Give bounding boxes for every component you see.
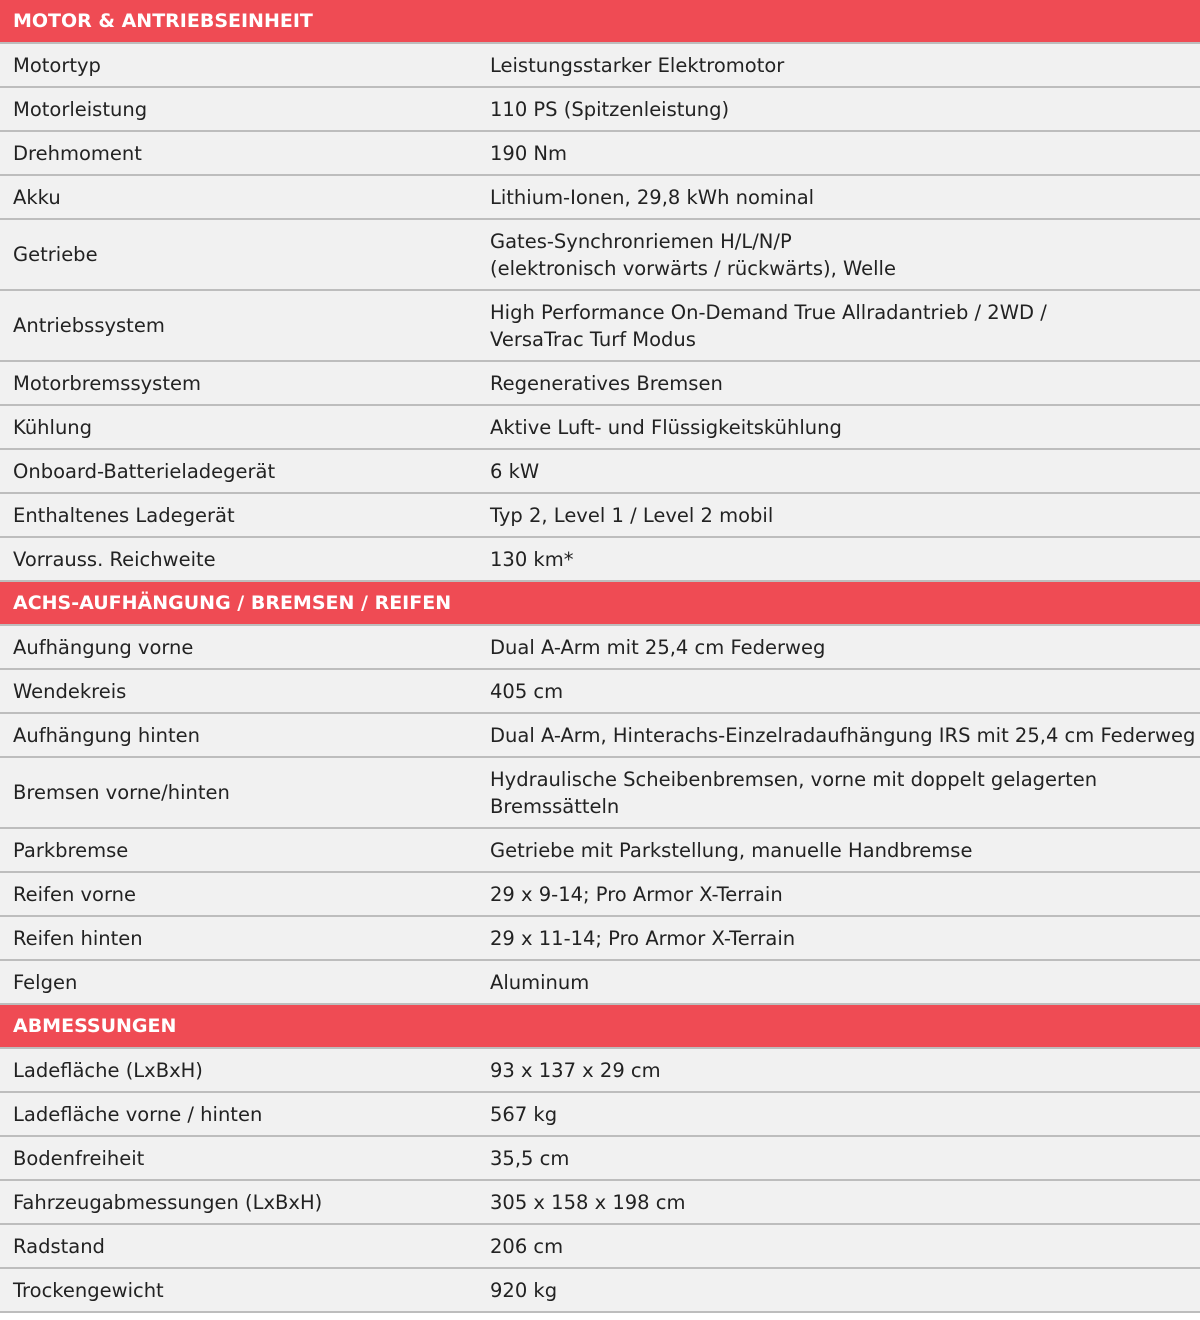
- spec-row: [0, 290, 1200, 361]
- spec-value: [478, 713, 1200, 757]
- spec-row: [0, 219, 1200, 290]
- spec-value: [478, 1224, 1200, 1268]
- spec-value: [478, 219, 1200, 290]
- spec-value: [478, 290, 1200, 361]
- spec-value: [478, 43, 1200, 87]
- spec-value-line: High Performance On-Demand True Allradantrieb / 2WD /: [490, 300, 1047, 324]
- spec-value-line: 93 x 137 x 29 cm: [490, 1058, 661, 1082]
- spec-value-line: Aluminum: [490, 970, 590, 994]
- spec-row: [0, 669, 1200, 713]
- spec-label: Trockengewicht: [0, 1268, 478, 1312]
- spec-value-line: 29 x 11-14; Pro Armor X-Terrain: [490, 926, 796, 950]
- spec-row: [0, 960, 1200, 1004]
- spec-value-line: 206 cm: [490, 1234, 564, 1258]
- spec-value: [478, 175, 1200, 219]
- spec-value-line: Leistungsstarker Elektromotor: [490, 53, 785, 77]
- spec-value-line: 305 x 158 x 198 cm: [490, 1190, 686, 1214]
- spec-label: Felgen: [0, 960, 478, 1004]
- spec-row: [0, 537, 1200, 581]
- spec-label: Parkbremse: [0, 828, 478, 872]
- spec-label: Motorbremssystem: [0, 361, 478, 405]
- spec-row: [0, 757, 1200, 828]
- spec-label: Reifen hinten: [0, 916, 478, 960]
- spec-label: Bodenfreiheit: [0, 1136, 478, 1180]
- spec-value: [478, 1048, 1200, 1092]
- spec-label: Getriebe: [0, 219, 478, 290]
- spec-label: Ladefläche vorne / hinten: [0, 1092, 478, 1136]
- spec-row: [0, 175, 1200, 219]
- spec-row: [0, 1136, 1200, 1180]
- spec-value: [478, 1180, 1200, 1224]
- spec-label: Bremsen vorne/hinten: [0, 757, 478, 828]
- spec-label: Drehmoment: [0, 131, 478, 175]
- section-header: [0, 581, 1200, 625]
- spec-value-line: 190 Nm: [490, 141, 568, 165]
- section-header: [0, 0, 1200, 43]
- spec-value: [478, 757, 1200, 828]
- spec-value-line: 6 kW: [490, 459, 540, 483]
- spec-value: [478, 828, 1200, 872]
- spec-value-line: Aktive Luft- und Flüssigkeitskühlung: [490, 415, 842, 439]
- spec-value-line: Dual A-Arm, Hinterachs-Einzelradaufhängung IRS mit 25,4 cm Federweg: [490, 723, 1196, 747]
- spec-value: [478, 872, 1200, 916]
- spec-label: Vorrauss. Reichweite: [0, 537, 478, 581]
- spec-label: Ladefläche (LxBxH): [0, 1048, 478, 1092]
- spec-value: [478, 537, 1200, 581]
- spec-value: [478, 625, 1200, 669]
- spec-row: [0, 493, 1200, 537]
- spec-value-line: 130 km*: [490, 547, 574, 571]
- section-title: ACHS-AUFHÄNGUNG / BREMSEN / REIFEN: [0, 581, 1200, 625]
- spec-value: [478, 361, 1200, 405]
- spec-row: [0, 1180, 1200, 1224]
- spec-row: [0, 43, 1200, 87]
- spec-value-line: 920 kg: [490, 1278, 558, 1302]
- spec-label: Enthaltenes Ladegerät: [0, 493, 478, 537]
- spec-value: [478, 960, 1200, 1004]
- spec-value-line: (elektronisch vorwärts / rückwärts), Welle: [490, 256, 896, 280]
- spec-value: [478, 1136, 1200, 1180]
- spec-value: [478, 669, 1200, 713]
- spec-value: [478, 1092, 1200, 1136]
- spec-value: [478, 1268, 1200, 1312]
- spec-value-line: 110 PS (Spitzenleistung): [490, 97, 730, 121]
- spec-row: [0, 828, 1200, 872]
- spec-label: Akku: [0, 175, 478, 219]
- spec-row: [0, 131, 1200, 175]
- spec-row: [0, 87, 1200, 131]
- spec-value: [478, 131, 1200, 175]
- spec-label: Motortyp: [0, 43, 478, 87]
- spec-value: [478, 916, 1200, 960]
- spec-row: [0, 916, 1200, 960]
- spec-row: [0, 1268, 1200, 1312]
- section-header: [0, 1004, 1200, 1048]
- spec-value: [478, 87, 1200, 131]
- spec-label: Onboard-Batterieladegerät: [0, 449, 478, 493]
- spec-row: [0, 1048, 1200, 1092]
- spec-label: Reifen vorne: [0, 872, 478, 916]
- spec-value-line: Typ 2, Level 1 / Level 2 mobil: [490, 503, 774, 527]
- spec-value: [478, 493, 1200, 537]
- spec-label: Kühlung: [0, 405, 478, 449]
- spec-row: [0, 1092, 1200, 1136]
- spec-label: Fahrzeugabmessungen (LxBxH): [0, 1180, 478, 1224]
- spec-row: [0, 449, 1200, 493]
- spec-row: [0, 1224, 1200, 1268]
- spec-value-line: VersaTrac Turf Modus: [490, 327, 696, 351]
- section-title: MOTOR & ANTRIEBSEINHEIT: [0, 0, 1200, 43]
- spec-label: Antriebssystem: [0, 290, 478, 361]
- spec-value-line: 35,5 cm: [490, 1146, 570, 1170]
- spec-label: Aufhängung hinten: [0, 713, 478, 757]
- spec-value-line: Hydraulische Scheibenbremsen, vorne mit doppelt gelagerten: [490, 767, 1098, 791]
- spec-row: [0, 872, 1200, 916]
- spec-value-line: Lithium-Ionen, 29,8 kWh nominal: [490, 185, 815, 209]
- spec-label: Wendekreis: [0, 669, 478, 713]
- spec-value: [478, 449, 1200, 493]
- spec-row: [0, 625, 1200, 669]
- spec-value-line: Dual A-Arm mit 25,4 cm Federweg: [490, 635, 826, 659]
- spec-row: [0, 405, 1200, 449]
- spec-value-line: 405 cm: [490, 679, 564, 703]
- spec-value-line: Gates-Synchronriemen H/L/N/P: [490, 229, 792, 253]
- spec-value-line: Bremssätteln: [490, 794, 620, 818]
- spec-value: [478, 405, 1200, 449]
- spec-row: [0, 713, 1200, 757]
- spec-value-line: Getriebe mit Parkstellung, manuelle Handbremse: [490, 838, 973, 862]
- spec-value-line: Regeneratives Bremsen: [490, 371, 723, 395]
- spec-label: Motorleistung: [0, 87, 478, 131]
- section-title: ABMESSUNGEN: [0, 1004, 1200, 1048]
- spec-value-line: 29 x 9-14; Pro Armor X-Terrain: [490, 882, 783, 906]
- spec-value-line: 567 kg: [490, 1102, 558, 1126]
- spec-label: Radstand: [0, 1224, 478, 1268]
- spec-label: Aufhängung vorne: [0, 625, 478, 669]
- spec-row: [0, 361, 1200, 405]
